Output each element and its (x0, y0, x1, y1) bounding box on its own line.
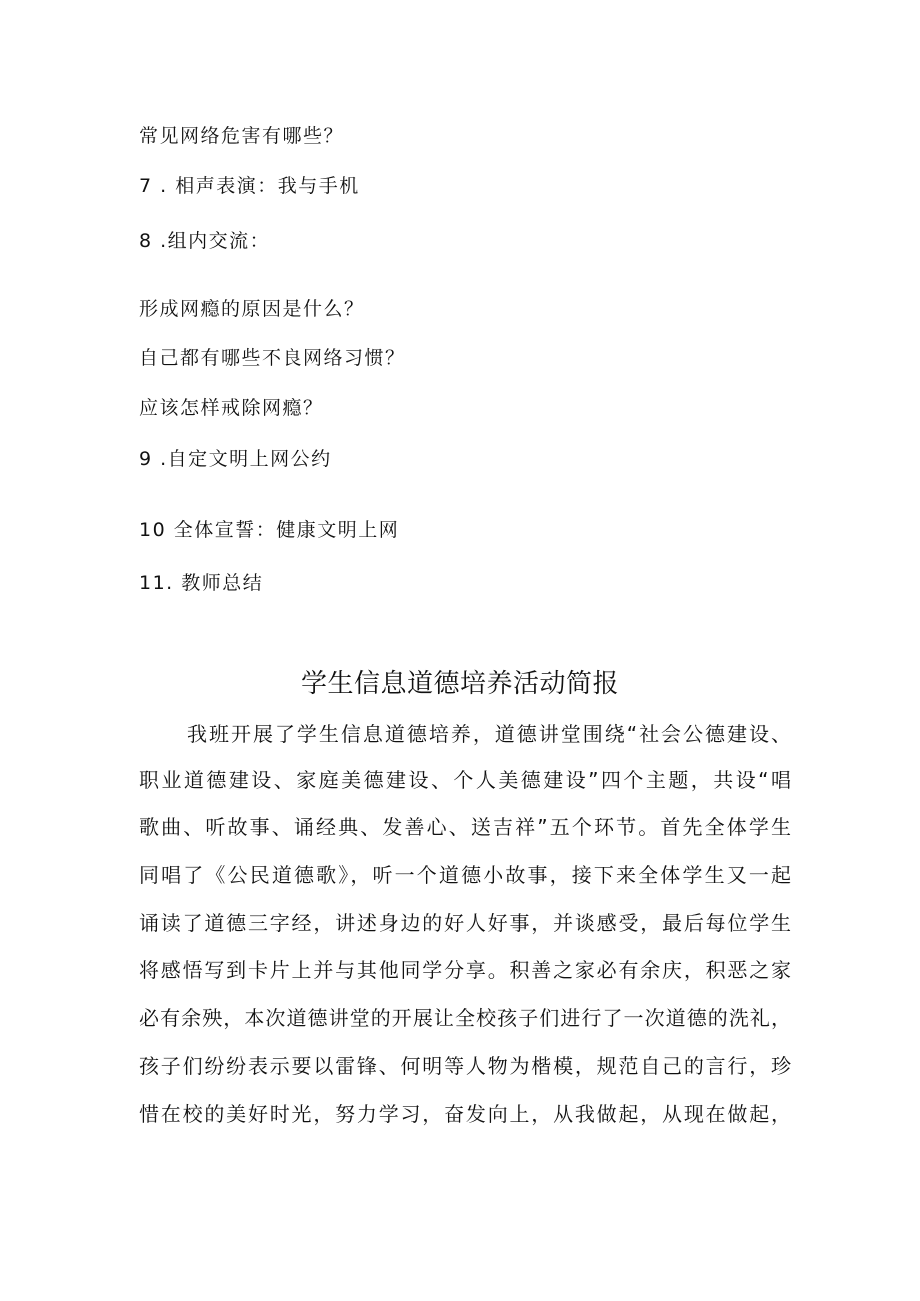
agenda-item-11: 11. 教师总结 (139, 572, 264, 594)
paragraph-line: 诵读了道德三字经，讲述身边的好人好事，并谈感受，最后每位学生 (139, 911, 791, 935)
paragraph-line: 同唱了《公民道德歌》，听一个道德小故事，接下来全体学生又一起 (139, 863, 791, 887)
paragraph-line: 惜在校的美好时光，努力学习，奋发向上，从我做起，从现在做起， (139, 1102, 791, 1126)
question-network-hazards: 常见网络危害有哪些？ (139, 125, 345, 147)
question-addiction-cause: 形成网瘾的原因是什么？ (139, 298, 365, 320)
paragraph-line: 歌曲、听故事、诵经典、发善心、送吉祥”五个环节。首先全体学生 (139, 815, 791, 839)
report-title: 学生信息道德培养活动简报 (300, 669, 619, 699)
paragraph-line: 将感悟写到卡片上并与其他同学分享。积善之家必有余庆，积恶之家 (139, 958, 791, 982)
paragraph-line: 职业道德建设、家庭美德建设、个人美德建设”四个主题，共设“唱 (139, 768, 791, 792)
agenda-item-9: 9 .自定文明上网公约 (139, 448, 332, 470)
agenda-item-7: 7 . 相声表演：我与手机 (139, 175, 360, 197)
paragraph-line: 我班开展了学生信息道德培养，道德讲堂围绕“社会公德建设、 (187, 722, 791, 746)
agenda-item-10: 10 全体宣誓：健康文明上网 (139, 519, 400, 541)
agenda-item-8: 8 .组内交流： (139, 230, 271, 252)
paragraph-line: 孩子们纷纷表示要以雷锋、何明等人物为楷模，规范自己的言行，珍 (139, 1054, 791, 1078)
question-quit-addiction: 应该怎样戒除网瘾？ (139, 397, 324, 419)
question-bad-habits: 自己都有哪些不良网络习惯？ (139, 347, 406, 369)
paragraph-line: 必有余殃，本次道德讲堂的开展让全校孩子们进行了一次道德的洗礼， (139, 1006, 791, 1030)
